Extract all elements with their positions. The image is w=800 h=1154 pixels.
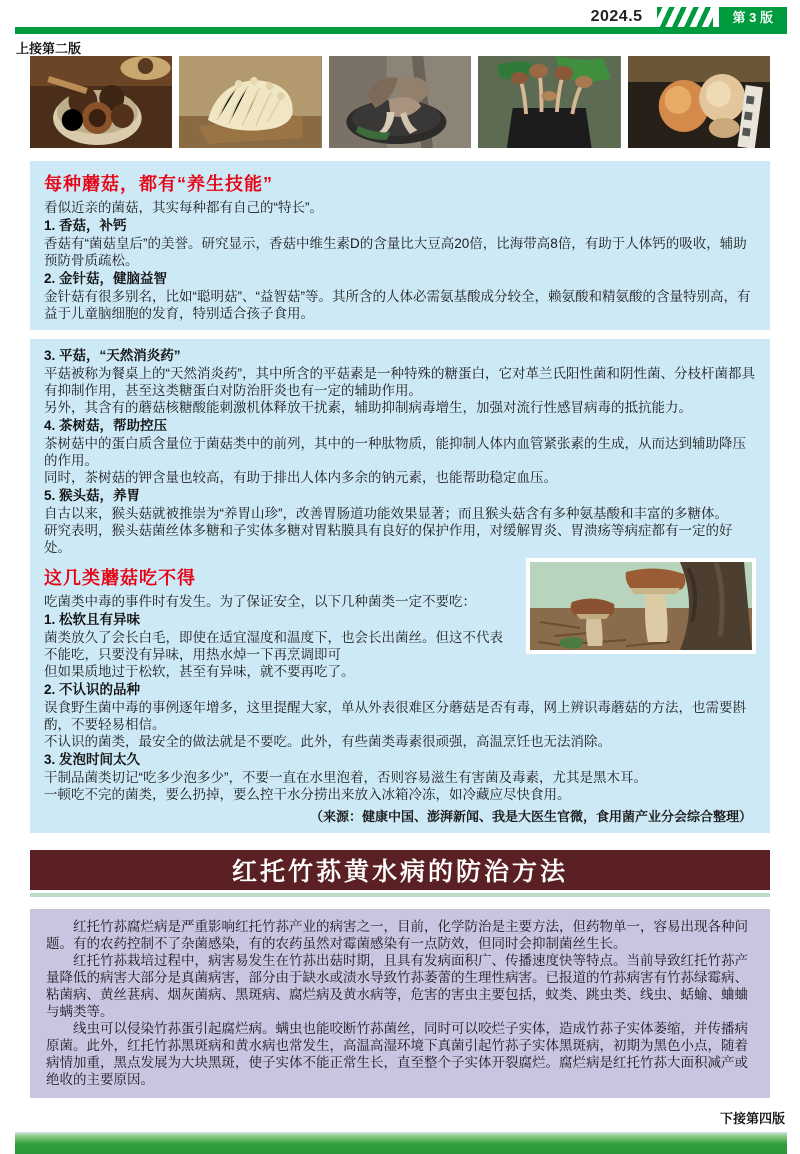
issue-date: 2024.5 [590,8,643,25]
benefits-warnings-box [30,339,770,833]
disease-paragraph-3: 线虫可以侵染竹荪蛋引起腐烂病。螨虫也能咬断竹荪菌丝，同时可以咬烂子实体，造成竹荪子实体萎缩，并传播病原菌。此外，红托竹荪黑斑病和黄水病也常发生，高温高湿环境下真菌引起竹荪子实体黑斑病，初期为黑色小点，随着病情加重，黑点发展为大块黑斑，使子实体不能正常生长，直至整个子实体开裂腐烂。腐烂病是红托竹荪大面积减产或绝收的主要原因。 [46,1021,748,1087]
benefits-intro: 看似近亲的菌菇，其实每种都有自己的“特长”。 [44,200,323,215]
benefit-text-monkey-head-2: 研究表明，猴头菇菌丝体多糖和子实体多糖对胃粘膜具有良好的保护作用，对缓解胃炎、胃溃疡等病症都有一定的好处。 [44,523,733,555]
benefit-text-tea-tree-1: 茶树菇中的蛋白质含量位于菌菇类中的前列，其中的一种肽物质，能抑制人体内血管紧张素的生成，从而达到辅助降压的作用。 [44,436,746,468]
continued-from-label: 上接第二版 [16,41,82,56]
photo-oyster-mushrooms [329,56,471,148]
benefit-text-oyster-1: 平菇被称为餐桌上的“天然消炎药”，其中所含的平菇素是一种特殊的糖蛋白，它对革兰氏阳性菌和阴性菌、分枝杆菌都具有抑制作用，甚至这类糖蛋白对防治肝炎也有一定的辅助作用。 [44,366,755,398]
warning-text-unknown-2: 不认识的菌类，最安全的做法就是不要吃。此外，有些菌类毒素很顽强，高温烹饪也无法消除。 [44,734,611,749]
page-header [0,0,800,56]
benefit-heading-oyster: 3. 平菇，“天然消炎药” [44,348,181,363]
warning-text-soft-1: 菌类放久了会长白毛，即使在适宜湿度和温度下，也会长出菌丝。但这不代表不能吃，只要没有异味，用热水焯一下再烹调即可 [44,630,503,662]
tea-tree-mushroom-illustration [478,56,620,148]
photo-wild-porcini-mushrooms [526,558,756,654]
benefit-text-enoki: 金针菇有很多别名，比如“聪明菇”、“益智菇”等。其所含的人体必需氨基酸成分较全，赖氨酸和精氨酸的含量特别高，有益于儿童脑细胞的发育，特别适合孩子食用。 [44,289,751,321]
benefit-heading-tea-tree: 4. 茶树菇，帮助控压 [44,418,168,433]
benefit-heading-monkey-head: 5. 猴头菇，养胃 [44,488,141,503]
footer-green-bar [15,1132,787,1154]
benefit-text-tea-tree-2: 同时，茶树菇的钾含量也较高，有助于排出人体内多余的钠元素，也能帮助稳定血压。 [44,470,557,485]
benefits-box [30,161,770,330]
benefits-title: 每种蘑菇，都有“养生技能” [44,174,273,194]
warning-text-soaked-2: 一顿吃不完的菌类，要么扔掉，要么控干水分捞出来放入冰箱冷冻，如冷藏应尽快食用。 [44,787,571,802]
benefit-text-monkey-head-1: 自古以来，猴头菇就被推崇为“养胃山珍”，改善胃肠道功能效果显著；而且猴头菇含有多种氨基酸和丰富的多糖体。 [44,506,728,521]
warning-text-soft-2: 但如果质地过于松软，甚至有异味，就不要再吃了。 [44,664,355,679]
benefit-heading-enoki: 2. 金针菇，健脑益智 [44,271,168,286]
photo-enoki-mushrooms [179,56,321,148]
source-attribution: （来源：健康中国、澎湃新闻、我是大医生官微，食用菌产业分会综合整理） [309,809,752,824]
disease-article-title: 红托竹荪黄水病的防治方法 [231,858,568,886]
diagonal-stripes-icon [657,7,713,28]
benefit-heading-shiitake: 1. 香菇，补钙 [44,218,127,233]
disease-paragraph-2: 红托竹荪栽培过程中，病害易发生在竹荪出菇时期，且具有发病面积广、传播速度快等特点。当前导致红托竹荪产量降低的病害大部分是真菌病害，部分由于缺水或渍水导致竹荪萎蕾的生理性病害。已报道的竹荪病害有竹荪绿霉病、粘菌病、黄丝葚病、烟灰菌病、黑斑病、腐烂病及黄水病等，危害的害虫主要包括，蚊类、跳虫类、线虫、蛞蝓、蛐蛐与螨类等。 [46,953,748,1019]
header-green-bar [15,27,787,34]
edition-badge: 第 3 版 [719,7,787,28]
warning-heading-unknown: 2. 不认识的品种 [44,682,141,697]
benefit-text-oyster-2: 另外，其含有的蘑菇核糖酸能刺激机体释放干扰素，辅助抑制病毒增生，加强对流行性感冒病毒的抵抗能力。 [44,400,692,415]
photo-monkey-head-mushrooms [628,56,770,148]
enoki-illustration [179,56,321,148]
banner-underline [30,893,770,897]
disease-paragraph-1: 红托竹荪腐烂病是严重影响红托竹荪产业的病害之一，目前，化学防治是主要方法，但药物单一，容易出现各种问题。有的农药控制不了杂菌感染，有的农药虽然对霉菌感染有一点防效，但同时会抑制菌丝生长。 [46,919,748,951]
oyster-mushroom-illustration [329,56,471,148]
warning-text-unknown-1: 误食野生菌中毒的事例逐年增多，这里提醒大家，单从外表很难区分蘑菇是否有毒，网上辨识毒蘑菇的方法，也需要斟酌，不要轻易相信。 [44,700,746,732]
porcini-illustration [530,562,752,650]
warnings-title: 这几类蘑菇吃不得 [44,568,196,588]
warning-text-soaked-1: 干制品菌类切记“吃多少泡多少”，不要一直在水里泡着，否则容易滋生有害菌及毒素，尤其是黑木耳。 [44,770,647,785]
benefit-text-shiitake: 香菇有“菌菇皇后”的美誉。研究显示，香菇中维生素D的含量比大豆高20倍，比海带高8倍，有助于人体钙的吸收，辅助预防骨质疏松。 [44,236,747,268]
masthead-row [591,6,787,28]
warning-heading-soft: 1. 松软且有异味 [44,612,141,627]
monkey-head-mushroom-illustration [628,56,770,148]
disease-article-banner [30,850,770,890]
mushroom-photo-strip [30,56,770,148]
warnings-intro: 吃菌类中毒的事件时有发生。为了保证安全，以下几种菌类一定不要吃： [44,594,476,609]
photo-shiitake-mushrooms [30,56,172,148]
warning-heading-soaked: 3. 发泡时间太久 [44,752,141,767]
photo-tea-tree-mushrooms [478,56,620,148]
shiitake-illustration [30,56,172,148]
disease-article-box [30,909,770,1098]
continued-to-label: 下接第四版 [719,1111,785,1126]
